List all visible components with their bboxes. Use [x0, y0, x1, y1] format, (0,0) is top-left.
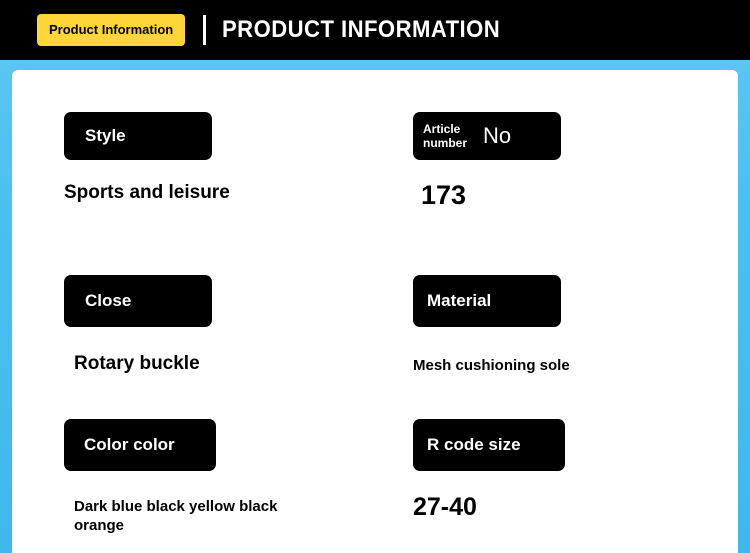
label-material: Material	[413, 275, 561, 327]
spec-row-3	[12, 419, 738, 535]
header-badge: Product Information	[37, 14, 185, 46]
page-title: PRODUCT INFORMATION	[222, 16, 501, 43]
row-gap-2	[12, 375, 738, 419]
spec-cell-close	[12, 275, 375, 375]
spec-cell-style	[12, 112, 375, 211]
value-article-number: 173	[421, 180, 467, 210]
spec-cell-color	[12, 419, 375, 535]
value-color: Dark blue black yellow black orange	[74, 498, 278, 534]
label-article-number	[413, 112, 561, 160]
spec-cell-material	[375, 275, 738, 375]
spec-row-1	[12, 112, 738, 211]
label-article-line2: number	[423, 136, 468, 150]
header-bar	[0, 0, 750, 60]
label-article-number-text	[423, 122, 481, 150]
spec-cell-article-number	[375, 112, 738, 211]
label-style: Style	[64, 112, 212, 160]
value-rcode: 27-40	[413, 493, 477, 521]
spec-row-2	[12, 275, 738, 375]
label-rcode: R code size	[413, 419, 565, 471]
label-close: Close	[64, 275, 212, 327]
label-article-no: No	[483, 123, 512, 148]
label-color: Color color	[64, 419, 216, 471]
value-material: Mesh cushioning sole	[413, 357, 570, 374]
row-gap-1	[12, 211, 738, 275]
label-article-line1: Article	[423, 122, 461, 136]
header-divider	[203, 15, 206, 45]
value-close: Rotary buckle	[74, 353, 200, 374]
spec-grid	[12, 112, 738, 535]
spec-cell-rcode	[375, 419, 738, 535]
value-style: Sports and leisure	[64, 182, 230, 203]
info-card	[12, 70, 738, 553]
